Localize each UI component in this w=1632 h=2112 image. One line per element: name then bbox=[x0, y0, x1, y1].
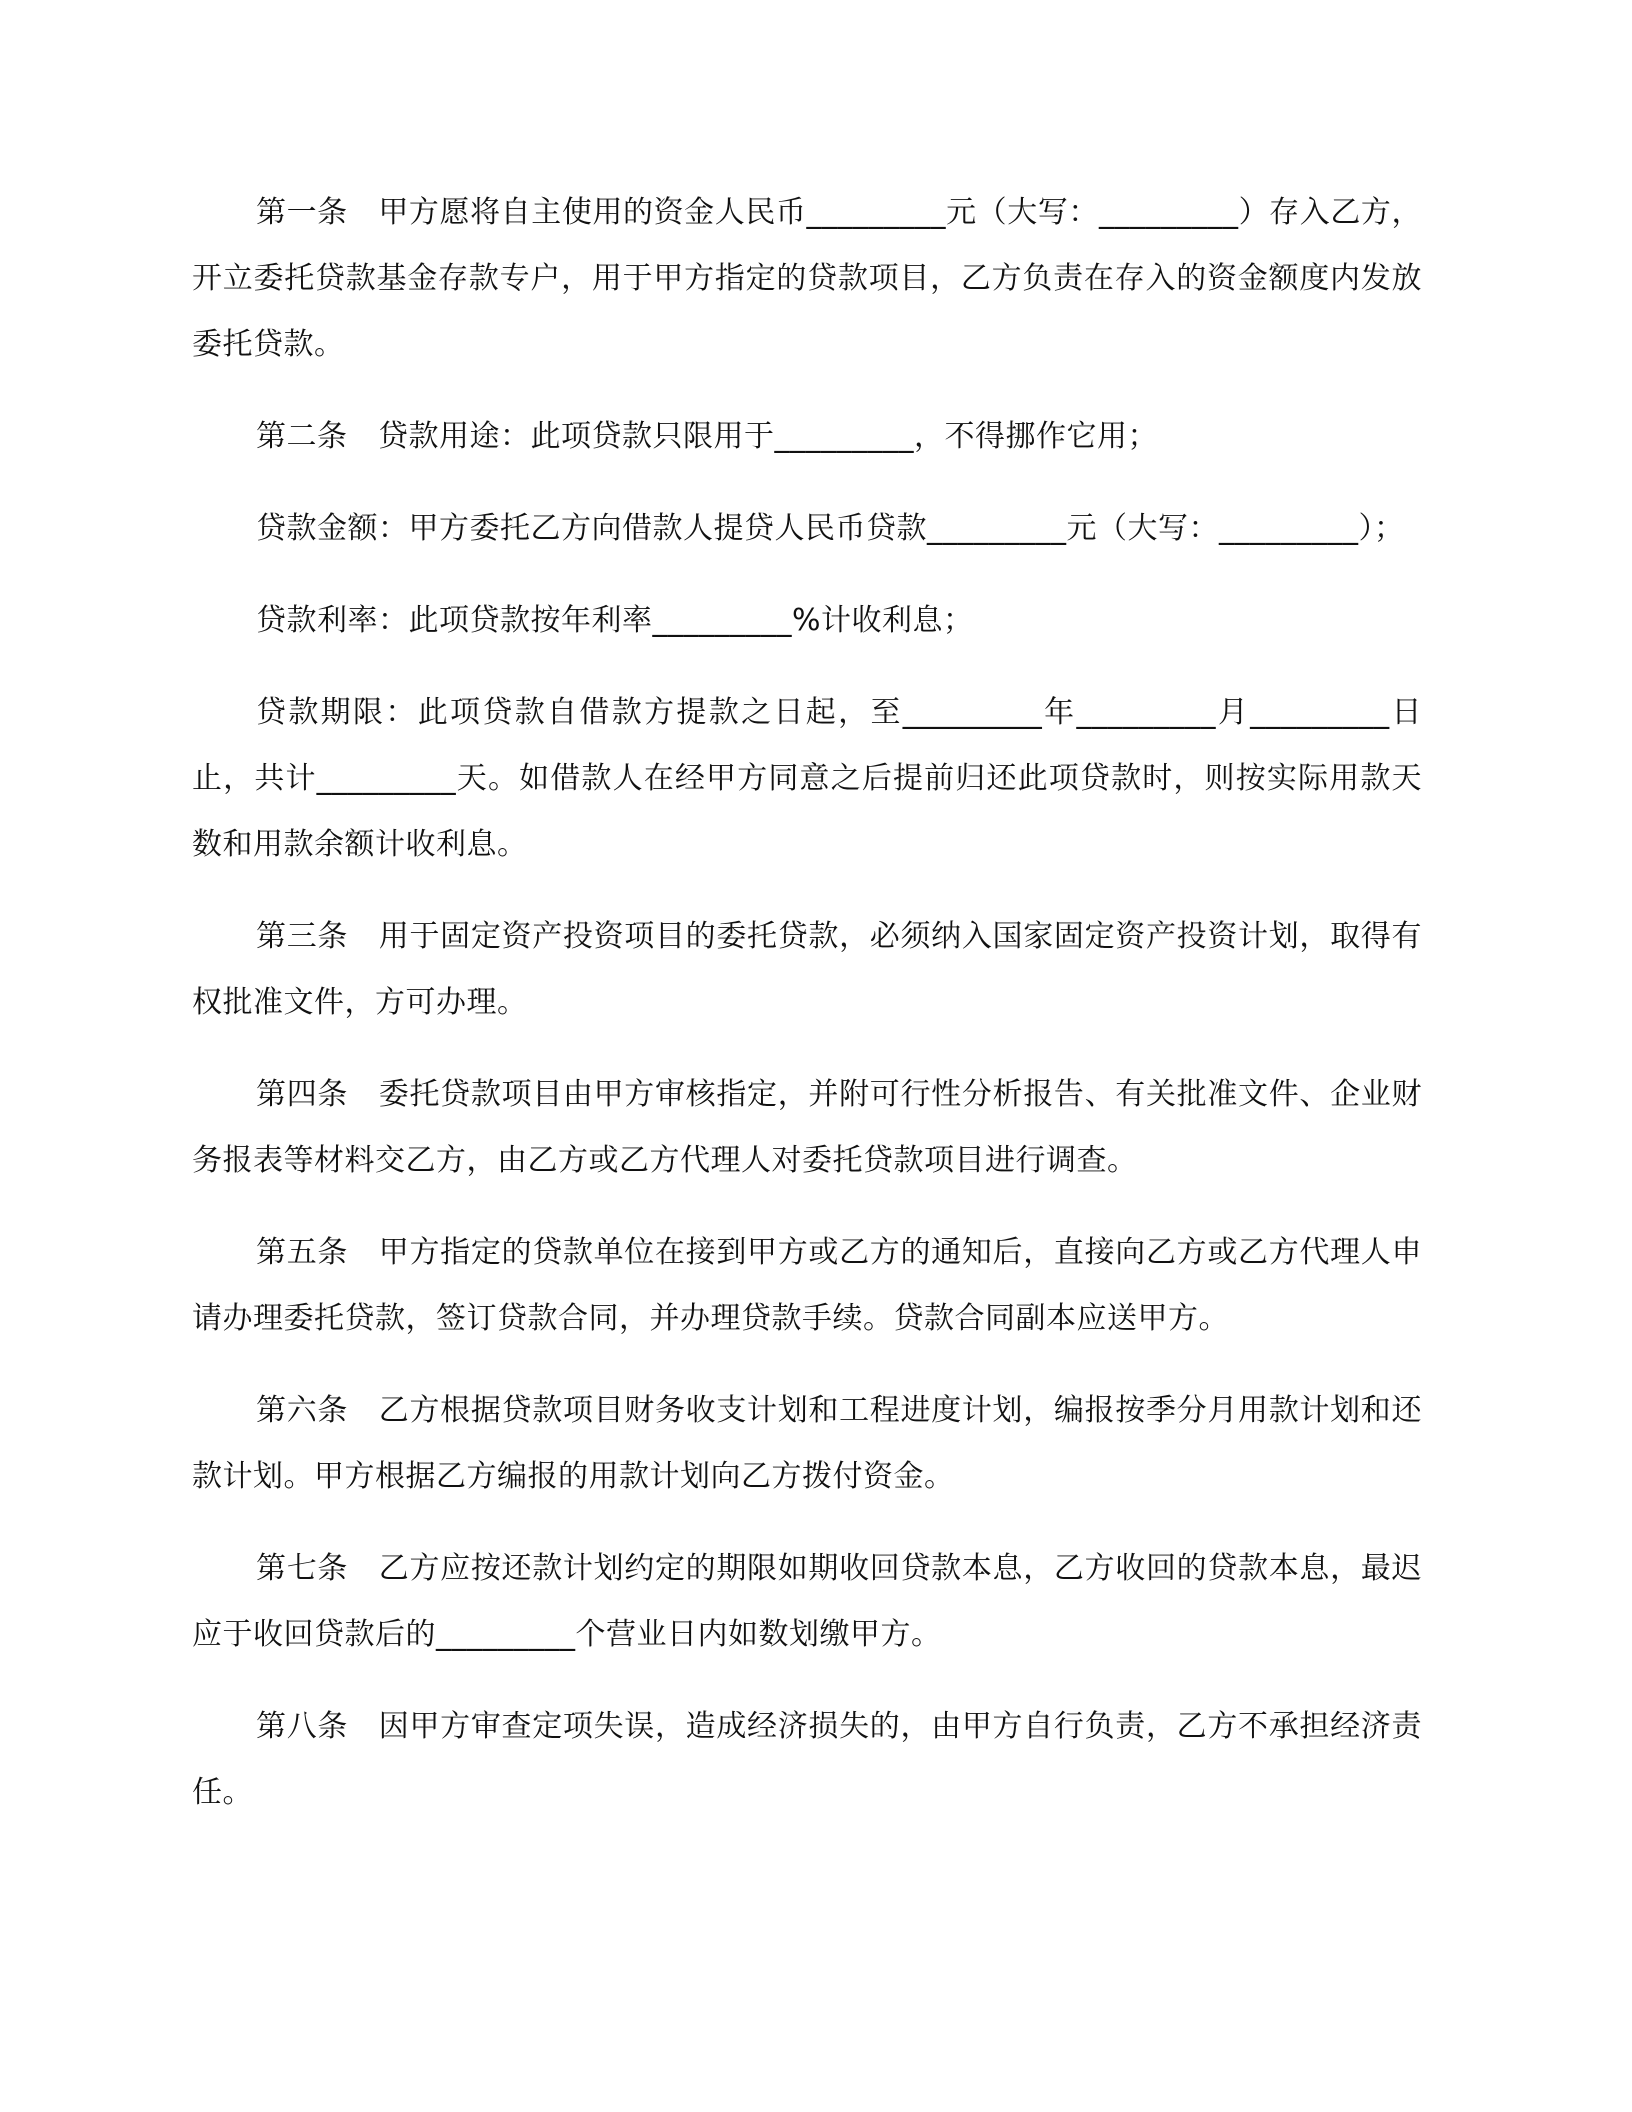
article-7-paragraph bbox=[192, 1536, 1422, 1668]
loan-rate-text: 贷款利率：此项贷款按年利率_________%计收利息； bbox=[256, 603, 974, 638]
loan-amount-paragraph bbox=[192, 496, 1422, 562]
article-3-text: 第三条 用于固定资产投资项目的委托贷款，必须纳入国家固定资产投资计划，取得有权批准文件，方可办理。 bbox=[192, 919, 1422, 1020]
article-1-text: 第一条 甲方愿将自主使用的资金人民币_________元（大写：_________）存入乙方，开立委托贷款基金存款专户，用于甲方指定的贷款项目，乙方负责在存入的资金额度内发放委托贷款。 bbox=[192, 195, 1422, 362]
article-8-paragraph bbox=[192, 1694, 1422, 1826]
article-1-paragraph bbox=[192, 180, 1422, 378]
article-2-text: 第二条 贷款用途：此项贷款只限用于_________，不得挪作它用； bbox=[256, 419, 1158, 454]
article-2-paragraph bbox=[192, 404, 1422, 470]
article-5-paragraph bbox=[192, 1220, 1422, 1352]
article-8-text: 第八条 因甲方审查定项失误，造成经济损失的，由甲方自行负责，乙方不承担经济责任。 bbox=[192, 1709, 1422, 1810]
article-7-text: 第七条 乙方应按还款计划约定的期限如期收回贷款本息，乙方收回的贷款本息，最迟应于收回贷款后的_________个营业日内如数划缴甲方。 bbox=[192, 1551, 1422, 1652]
article-5-text: 第五条 甲方指定的贷款单位在接到甲方或乙方的通知后，直接向乙方或乙方代理人申请办理委托贷款，签订贷款合同，并办理贷款手续。贷款合同副本应送甲方。 bbox=[192, 1235, 1422, 1336]
article-4-text: 第四条 委托贷款项目由甲方审核指定，并附可行性分析报告、有关批准文件、企业财务报表等材料交乙方，由乙方或乙方代理人对委托贷款项目进行调查。 bbox=[192, 1077, 1422, 1178]
article-4-paragraph bbox=[192, 1062, 1422, 1194]
loan-term-paragraph bbox=[192, 680, 1422, 878]
contract-body bbox=[192, 180, 1422, 1852]
article-6-text: 第六条 乙方根据贷款项目财务收支计划和工程进度计划，编报按季分月用款计划和还款计划。甲方根据乙方编报的用款计划向乙方拨付资金。 bbox=[192, 1393, 1422, 1494]
article-3-paragraph bbox=[192, 904, 1422, 1036]
article-6-paragraph bbox=[192, 1378, 1422, 1510]
loan-amount-text: 贷款金额：甲方委托乙方向借款人提贷人民币贷款_________元（大写：_________）； bbox=[256, 511, 1405, 546]
loan-rate-paragraph bbox=[192, 588, 1422, 654]
loan-term-text: 贷款期限：此项贷款自借款方提款之日起，至_________年_________月_________日止，共计_________天。如借款人在经甲方同意之后提前归还此项贷款时，则按实际用款天数和用款余额计收利息。 bbox=[192, 695, 1422, 862]
